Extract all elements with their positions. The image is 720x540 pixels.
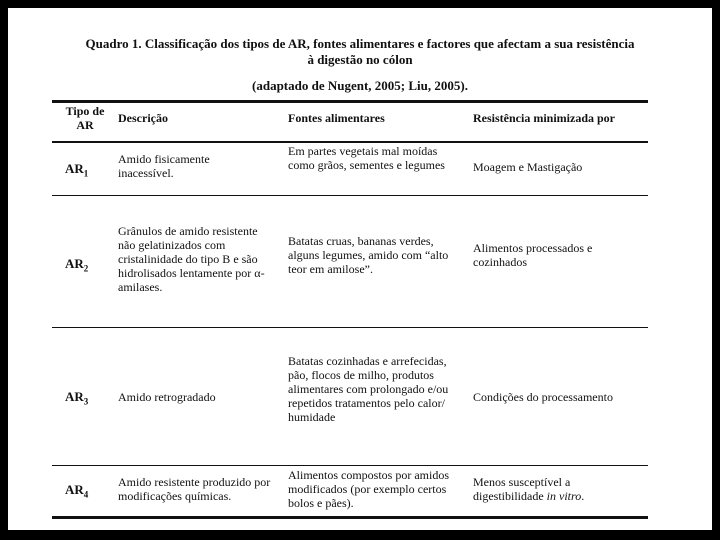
row-type-ar3: $AR_3$	[65, 389, 89, 407]
table-caption-line-1: Quadro 1. Classificação dos tipos de AR, fontes alimentares e factores que afectam a sua resistência	[85, 36, 635, 51]
row2-descricao: Grânulos de amido resistente não gelatinizados com cristalinidade do tipo B e são hidrolisados lentamente por α-amilases.	[118, 224, 265, 294]
row-divider	[52, 195, 648, 196]
document-page	[8, 8, 712, 530]
header-descricao: Descrição	[118, 111, 168, 125]
table-caption-line-2: à digestão no cólon	[307, 52, 413, 67]
row1-resistencia: Moagem e Mastigação	[473, 160, 583, 174]
header-tipo: Tipo de AR	[65, 104, 105, 132]
row1-fontes: Em partes vegetais mal moídas como grãos, sementes e legumes	[288, 144, 445, 172]
row-type-ar4: $AR_4$	[65, 482, 89, 500]
row-divider	[52, 465, 648, 466]
row4-fontes: Alimentos compostos por amidos modificados (por exemplo certos bolos e pães).	[288, 468, 449, 510]
header-fontes: Fontes alimentares	[288, 111, 385, 125]
table-bottom-rule	[52, 516, 648, 519]
row-type-ar1: $AR_1$	[65, 161, 89, 179]
row-divider	[52, 327, 648, 328]
row4-descricao: Amido resistente produzido por modificações químicas.	[118, 475, 271, 503]
row1-descricao: Amido fisicamente inacessível.	[118, 152, 210, 180]
row3-resistencia: Condições do processamento	[473, 390, 613, 404]
table-top-rule	[52, 100, 648, 103]
header-resistencia: Resistência minimizada por	[473, 111, 615, 125]
row2-resistencia: Alimentos processados e cozinhados	[473, 241, 593, 269]
header-bottom-rule	[52, 141, 648, 143]
row2-fontes: Batatas cruas, bananas verdes, alguns legumes, amido com “alto teor em amilose”.	[288, 234, 449, 276]
row-type-ar2: $AR_2$	[65, 256, 89, 274]
table-caption-source: (adaptado de Nugent, 2005; Liu, 2005).	[252, 78, 468, 93]
row3-descricao: Amido retrogradado	[118, 390, 216, 404]
row3-fontes: Batatas cozinhadas e arrefecidas, pão, flocos de milho, produtos alimentares com prolongado e/ou repetidos tratamentos pelo calor/ humidade	[288, 354, 449, 424]
row4-resistencia: Menos susceptível a digestibilidade in vitro.	[473, 475, 585, 503]
